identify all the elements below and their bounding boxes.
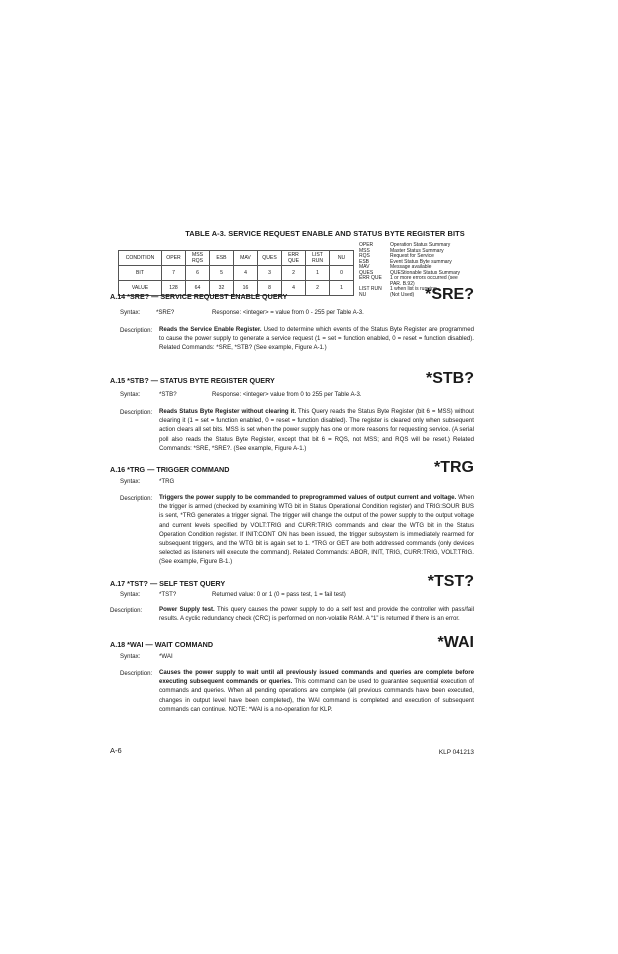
bit-cell: 1 xyxy=(306,266,330,281)
bit-cell: 7 xyxy=(162,266,186,281)
section-wai-heading xyxy=(110,634,474,650)
syntax-label: Syntax: xyxy=(120,309,141,316)
section-title: A.18 *WAI — WAIT COMMAND xyxy=(110,640,214,649)
value-cell: 16 xyxy=(234,281,258,296)
bit-row xyxy=(119,266,354,281)
description-label: Description: xyxy=(120,409,153,416)
syntax-label: Syntax: xyxy=(120,591,141,598)
legend-item: NU (Not Used) xyxy=(359,291,415,298)
response-text: Returned value: 0 or 1 (0 = pass test, 1 = fail test) xyxy=(212,591,346,598)
bit-label: BIT xyxy=(119,266,162,281)
response-text: Response: <integer> = value from 0 - 255 per Table A-3. xyxy=(212,309,364,316)
value-cell: 32 xyxy=(210,281,234,296)
description-label: Description: xyxy=(120,327,153,334)
section-tst-heading xyxy=(110,573,474,589)
syntax-label: Syntax: xyxy=(120,653,141,660)
syntax-value: *STB? xyxy=(159,391,177,398)
header-cell: ERR QUE xyxy=(282,251,306,266)
description-text: Power Supply test. This query causes the power supply to do a self test and provide the controller with pass/fail results. A cyclic redundancy check (CRC) is performed on non-volatile RAM. A “1” is returned if there is an error. xyxy=(159,606,474,623)
legend-item: ERR QUE 1 or more errors occurred (see xyxy=(359,275,458,281)
value-cell: 64 xyxy=(186,281,210,296)
section-command: *WAI xyxy=(437,634,474,651)
syntax-value: *WAI xyxy=(159,653,173,660)
section-command: *STB? xyxy=(426,370,474,387)
legend-item: MAV Message available xyxy=(359,264,432,270)
description-text: Causes the power supply to wait until all previously issued commands and queries are complete before executing subsequent commands or queries. This command can be used to guarantee sequential execution of commands and queries. When all pending operations are complete (all previous commands have been executed, changes in output level have been completed), the WAI command is completed and execution of subsequent commands can continue. NOTE: *WAI is a no-operation for KLP. xyxy=(159,669,474,713)
header-cell: CONDITION xyxy=(119,251,162,266)
value-cell: 2 xyxy=(306,281,330,296)
syntax-label: Syntax: xyxy=(120,478,141,485)
description-label: Description: xyxy=(120,495,153,502)
section-title: A.16 *TRG — TRIGGER COMMAND xyxy=(110,465,230,474)
section-title: A.15 *STB? — STATUS BYTE REGISTER QUERY xyxy=(110,376,275,385)
section-title: A.17 *TST? — SELF TEST QUERY xyxy=(110,579,226,588)
section-command: *TST? xyxy=(427,573,474,590)
description-text: Reads Status Byte Register without clearing it. This Query reads the Status Byte Register (bit 6 = MSS) without clearing it (1 = set = function enabled, 0 = reset = function disabled). The register is cleared only when subsequent action clears all set bits. MSS is set when the power supply has one or more reasons for requesting service. (A serial poll also reads the Status Byte Register, except that bit 6 = RQS, not MSS; and RQS will be reset.) Related Commands: *SRE, *SRE?. (See example, Figure A-1.) xyxy=(159,408,475,452)
bit-cell: 3 xyxy=(258,266,282,281)
header-cell: ESB xyxy=(210,251,234,266)
header-cell: QUES xyxy=(258,251,282,266)
header-cell: NU xyxy=(330,251,354,266)
legend-item: ESB Event Status Byte summary xyxy=(359,258,452,265)
bit-cell: 4 xyxy=(234,266,258,281)
section-command: *SRE? xyxy=(425,286,474,303)
syntax-value: *TRG xyxy=(159,478,175,485)
section-stb-heading xyxy=(110,370,474,386)
table-title: TABLE A-3. SERVICE REQUEST ENABLE AND STATUS BYTE REGISTER BITS xyxy=(185,229,465,238)
bit-cell: 5 xyxy=(210,266,234,281)
value-cell: 128 xyxy=(162,281,186,296)
legend-item: PAR. B.92) xyxy=(390,280,415,287)
syntax-value: *TST? xyxy=(159,591,177,598)
bit-cell: 2 xyxy=(282,266,306,281)
legend-item: RQS Request for Service xyxy=(359,253,434,259)
header-cell: OPER xyxy=(162,251,186,266)
description-text: Triggers the power supply to be commanded to preprogrammed values of output current and voltage. When the trigger is armed (checked by examining WTG bit in Status Operational Condition register) and TRIG:SOUR BUS is sent, *TRG generates a trigger signal. The trigger will change the output of the power supply to the output voltage and current levels specified by VOLT:TRIG and CURR:TRIG commands and clear the WTG bit in the Status Operation Condition register. If INIT:CONT ON has been issued, the trigger subsystem is immediately rearmed for subsequent triggers, and the WTG bit is again set to 1. *TRG or GET are both addressed commands (only devices selected as listeners will execute the command). Related Commands: ABOR, INIT, TRIG, CURR:TRIG, VOLT:TRIG. (See example, Figure B-1.) xyxy=(159,494,474,566)
table-header-row xyxy=(119,251,354,266)
header-cell: LIST RUN xyxy=(306,251,330,266)
section-sre-heading xyxy=(110,286,474,302)
document-id: KLP 041213 xyxy=(438,749,474,756)
legend-item: OPER Operation Status Summary xyxy=(359,242,451,248)
page-number: A-6 xyxy=(110,746,122,755)
legend-item: LIST RUN 1 when list is running. xyxy=(359,286,439,292)
header-cell: MAV xyxy=(234,251,258,266)
section-title: A.14 *SRE? — SERVICE REQUEST ENABLE QUERY xyxy=(110,292,288,301)
section-trg-heading xyxy=(110,459,474,475)
description-label: Description: xyxy=(110,607,143,614)
bit-cell: 6 xyxy=(186,266,210,281)
value-cell: 8 xyxy=(258,281,282,296)
value-cell: 4 xyxy=(282,281,306,296)
header-cell: MSS RQS xyxy=(186,251,210,266)
legend-item: MSS Master Status Summary xyxy=(359,247,444,254)
syntax-label: Syntax: xyxy=(120,391,141,398)
value-label: VALUE xyxy=(119,281,162,296)
response-text: Response: <integer> value from 0 to 255 per Table A-3. xyxy=(212,391,362,398)
legend-item: QUES QUEStionable Status Summary xyxy=(359,269,461,276)
description-label: Description: xyxy=(120,670,153,677)
description-text: Reads the Service Enable Register. Used to determine which events of the Status Byte Register are programmed to cause the power supply to generate a service request (1 = set = function enabled, 0 = reset = function disabled). Related Commands: *SRE, *STB? (See example, Figure A-1.) xyxy=(159,326,474,352)
syntax-value: *SRE? xyxy=(156,309,175,316)
bit-cell: 0 xyxy=(330,266,354,281)
value-cell: 1 xyxy=(330,281,354,296)
section-command: *TRG xyxy=(434,459,474,476)
